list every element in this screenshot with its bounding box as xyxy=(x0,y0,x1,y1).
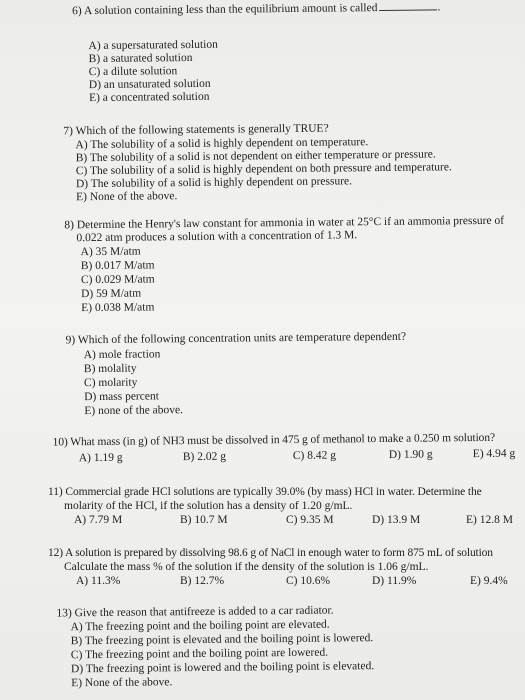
question-10-stem: 10) What mass (in g) of NH3 must be dissolved in 475 g of methanol to make a 0.250 m solution? xyxy=(52,431,496,449)
option-7a: A) The solubility of a solid is highly dependent on temperature. xyxy=(75,136,369,152)
option-12c: C) 10.6% xyxy=(286,575,331,587)
question-13-stem: 13) Give the reason that antifreeze is added to a car radiator. xyxy=(56,604,334,620)
option-13d: D) The freezing point is lowered and the boiling point is elevated. xyxy=(70,660,375,676)
question-9-stem: 9) Which of the following concentration units are temperature dependent? xyxy=(65,330,407,347)
option-11d: D) 13.9 M xyxy=(372,514,421,526)
option-8d: D) 59 M/atm xyxy=(81,287,142,301)
option-12b: B) 12.7% xyxy=(180,575,225,587)
option-10d: D) 1.90 g xyxy=(388,448,433,461)
question-11-stem-line2: molarity of the HCl, if the solution has a density of 1.20 g/mL. xyxy=(64,500,353,512)
question-7-stem: 7) Which of the following statements is generally TRUE? xyxy=(63,122,329,138)
option-10b: B) 2.02 g xyxy=(182,450,226,464)
option-7d: D) The solubility of a solid is highly dependent on pressure. xyxy=(75,175,353,191)
option-11b: B) 10.7 M xyxy=(180,514,228,526)
option-9e: E) none of the above. xyxy=(84,404,184,418)
option-9b: B) molality xyxy=(83,362,137,376)
answer-blank xyxy=(379,9,437,11)
option-12d: D) 11.9% xyxy=(372,575,417,587)
option-11c: C) 9.35 M xyxy=(286,514,334,526)
option-13b: B) The freezing point is elevated and the boiling point is lowered. xyxy=(70,632,374,648)
option-12e: E) 9.4% xyxy=(470,575,508,587)
option-11e: E) 12.8 M xyxy=(466,514,513,526)
question-6-stem xyxy=(72,1,440,18)
option-10a: A) 1.19 g xyxy=(78,451,123,465)
option-11a: A) 7.79 M xyxy=(74,514,123,526)
option-8a: A) 35 M/atm xyxy=(80,245,141,259)
option-9d: D) mass percent xyxy=(84,390,159,404)
option-6a: A) a supersaturated solution xyxy=(88,38,218,53)
option-7c: C) The solubility of a solid is highly dependent on both pressure and temperature. xyxy=(75,161,452,178)
option-6e: E) a concentrated solution xyxy=(88,90,210,105)
option-13a: A) The freezing point and the boiling point are elevated. xyxy=(70,618,330,634)
option-8c: C) 0.029 M/atm xyxy=(80,273,155,287)
option-9c: C) molarity xyxy=(83,376,138,390)
option-10e: E) 4.94 g xyxy=(472,447,516,461)
option-10c: C) 8.42 g xyxy=(292,449,336,462)
question-12-stem-line2: Calculate the mass % of the solution if the density of the solution is 1.06 g/mL. xyxy=(64,561,429,573)
option-9a: A) mole fraction xyxy=(83,348,161,362)
option-8e: E) 0.038 M/atm xyxy=(81,301,155,315)
question-6-stem-text: 6) A solution containing less than the equilibrium amount is called xyxy=(72,2,378,18)
option-13e: E) None of the above. xyxy=(71,676,173,690)
option-6d: D) an unsaturated solution xyxy=(88,77,211,92)
option-6c: C) a dilute solution xyxy=(88,65,178,79)
question-11-stem-line1: 11) Commercial grade HCl solutions are typically 39.0% (by mass) HCl in water. Determine the xyxy=(48,486,482,498)
option-7b: B) The solubility of a solid is not dependent on either temperature or pressure. xyxy=(75,148,436,165)
question-12-stem-line1: 12) A solution is prepared by dissolving 98.6 g of NaCl in enough water to form 875 mL of solution xyxy=(48,547,493,559)
option-8b: B) 0.017 M/atm xyxy=(80,259,155,273)
question-8-stem-line2: 0.022 atm produces a solution with a concentration of 1.3 M. xyxy=(76,229,358,245)
question-8-stem-line1: 8) Determine the Henry's law constant for ammonia in water at 25°C if an ammonia pressure of xyxy=(64,214,505,232)
question-6-stem-end: . xyxy=(437,1,441,14)
option-6b: B) a saturated solution xyxy=(88,51,193,66)
option-7e: E) None of the above. xyxy=(76,190,178,204)
option-13c: C) The freezing point and the boiling point are lowered. xyxy=(70,646,329,662)
option-12a: A) 11.3% xyxy=(76,575,121,587)
